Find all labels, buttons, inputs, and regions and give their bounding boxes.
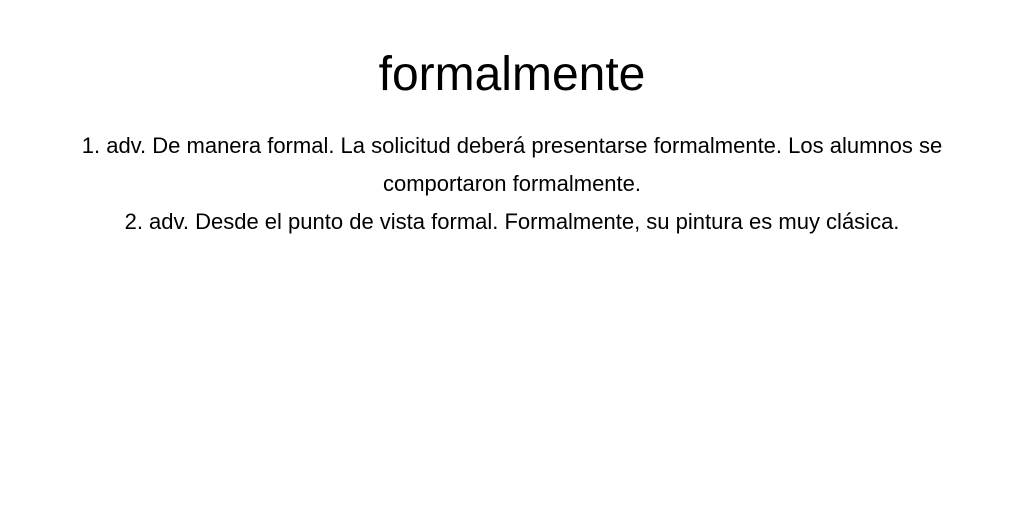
definition-2: 2. adv. Desde el punto de vista formal. Formalmente, su pintura es muy clásica. [124, 209, 900, 234]
definition-1: 1. adv. De manera formal. La solicitud deberá presentarse formalmente. Los alumnos se comportaron formalmente. [81, 133, 943, 196]
definitions-list [40, 127, 984, 241]
headword-title: formalmente [378, 48, 646, 101]
